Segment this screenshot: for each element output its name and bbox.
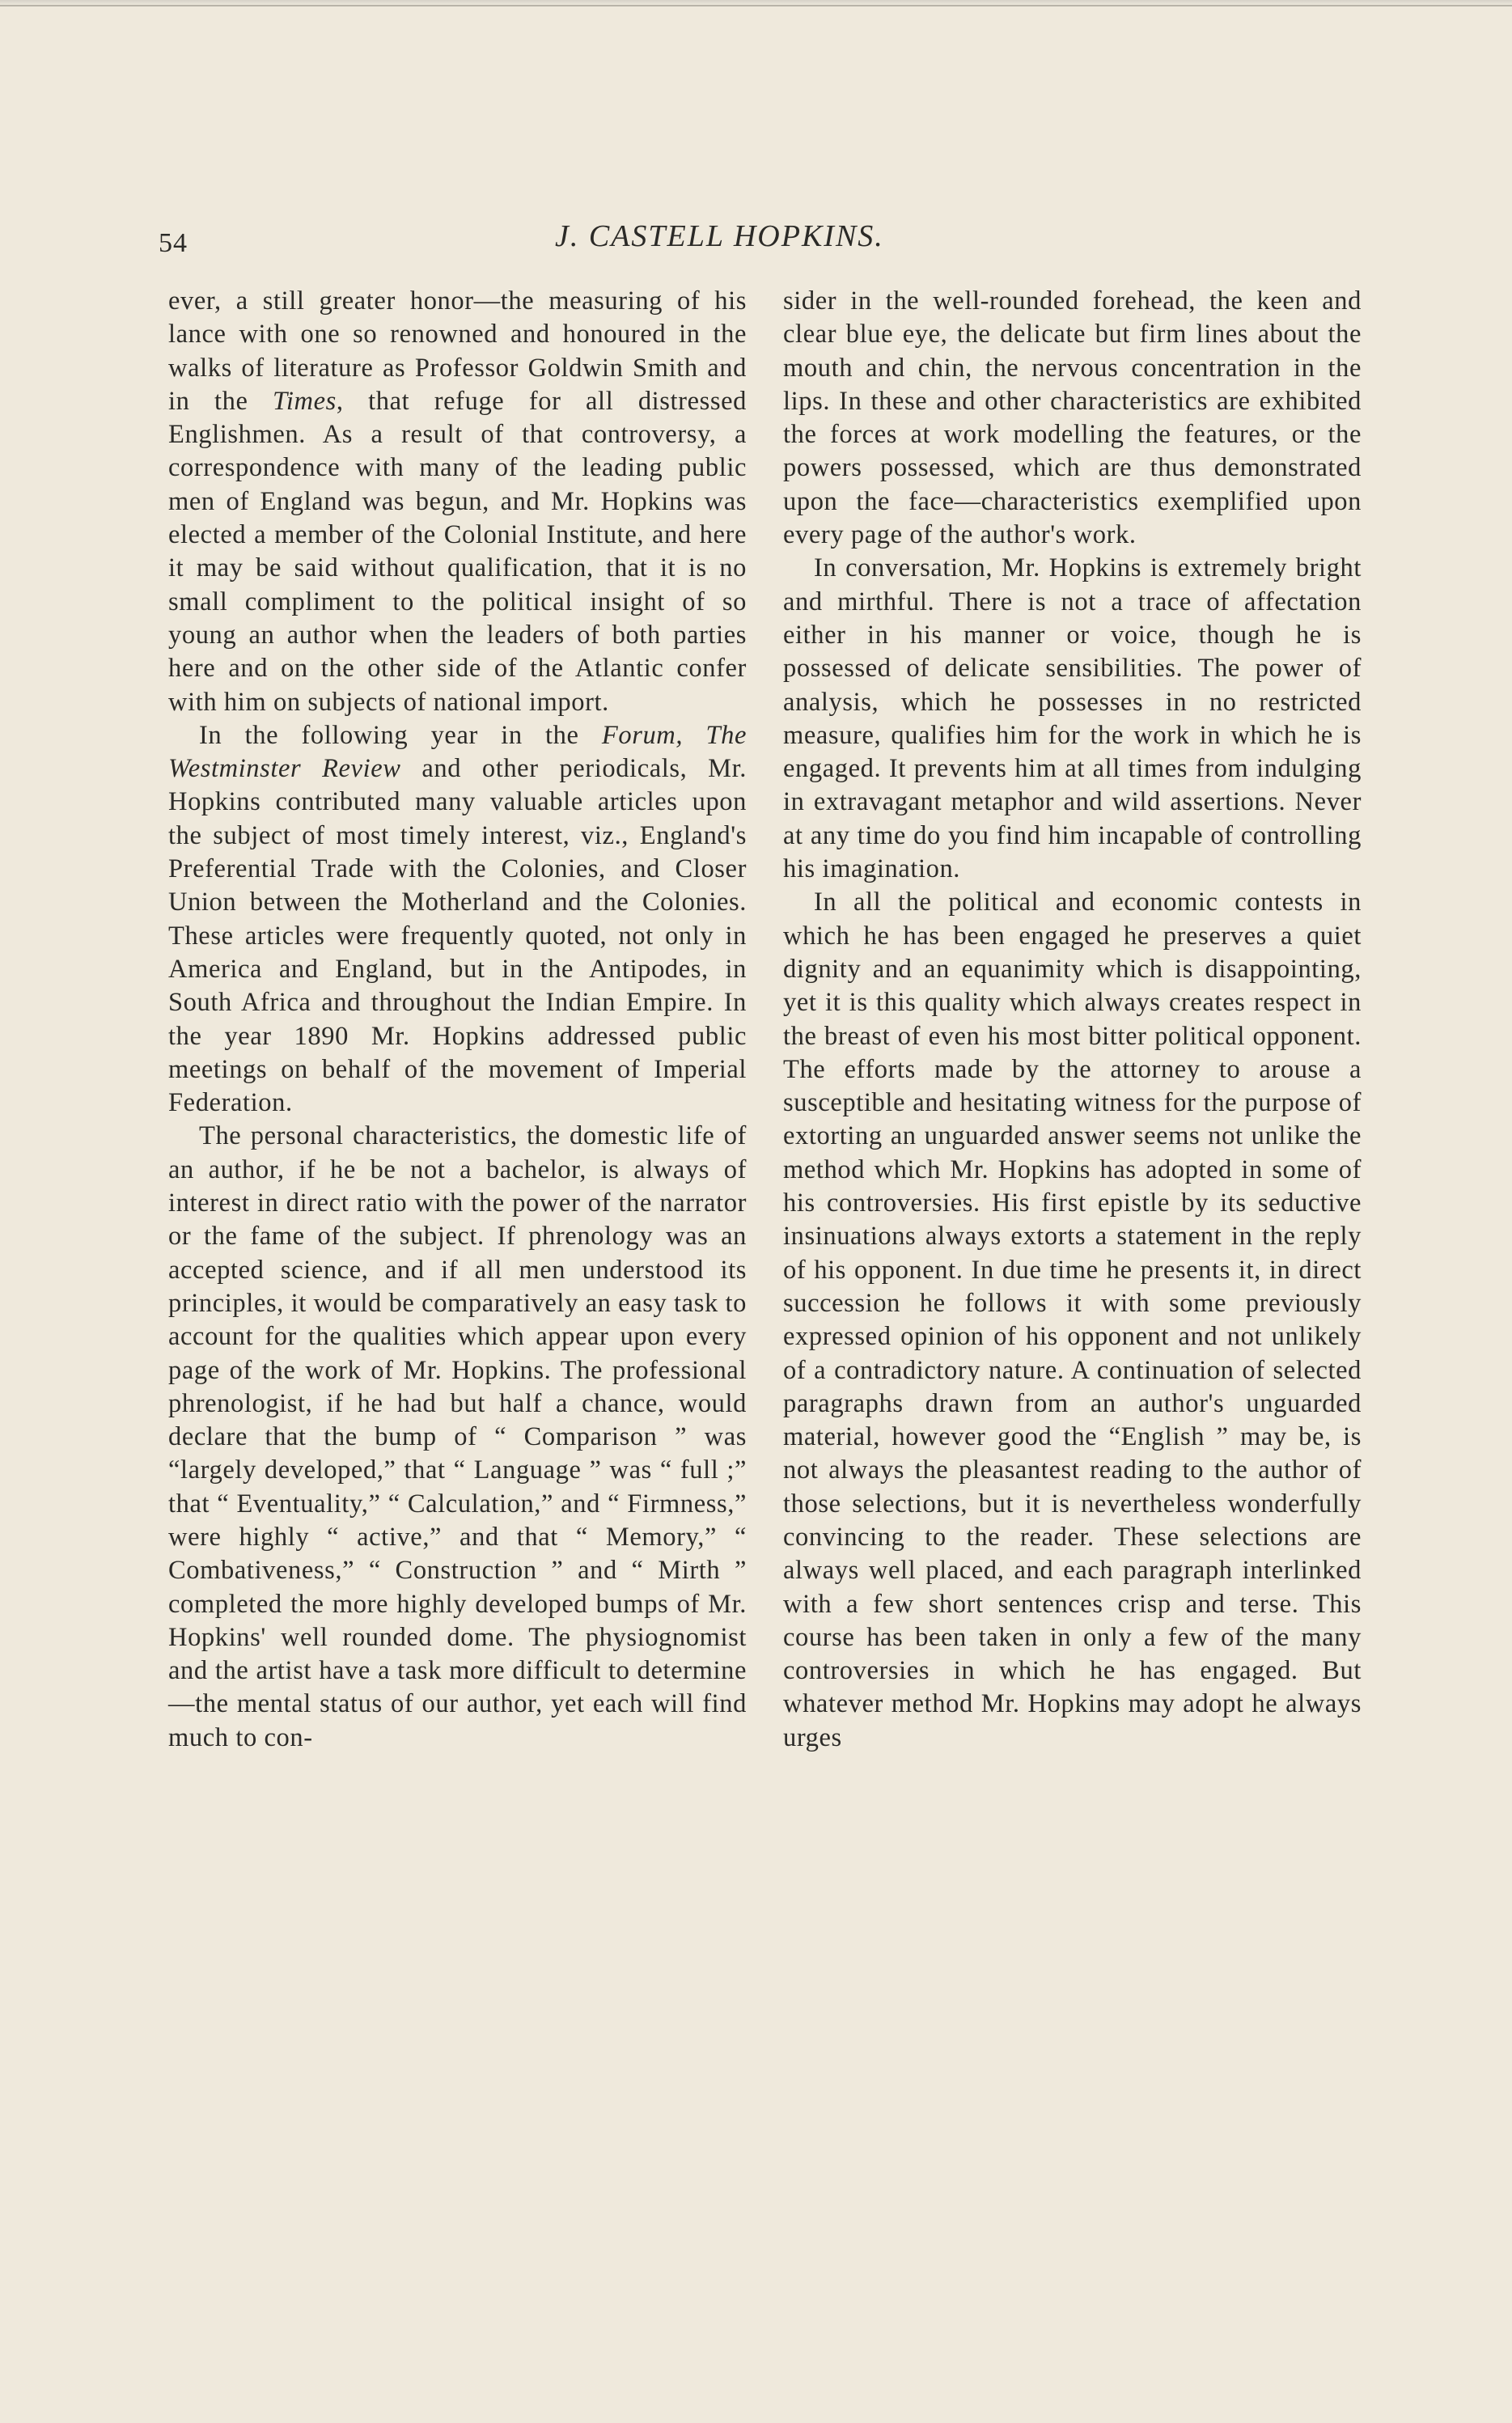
right-paragraph-3: In all the political and economic contests in which he has been engaged he preserves a quiet dignity and an equanimity which is disappointing, yet it is this quality which always creates respect in the breast of even his most bitter political opponent. The efforts made by the attorney to arouse a susceptible and hesitating witness for the purpose of extorting an unguarded answer seems not unlike the method which Mr. Hopkins has adopted in some of his controversies. His first epistle by its seductive insinuations always extorts a statement in the reply of his opponent. In due time he presents it, in direct succession he follows it with some previously expressed opinion of his opponent and not unlikely of a contradictory nature. A continuation of selected paragraphs drawn from an author's unguarded material, however good the “English ” may be, is not always the pleasantest reading to the author of those selections, but it is nevertheless wonderfully convincing to the reader. These selections are always well placed, and each paragraph interlinked with a few short sentences crisp and terse. This course has been taken in only a few of the many controversies in which he has engaged. But whatever method Mr. Hopkins may adopt he always urges	[783, 887, 1362, 1752]
text-span: and other periodicals, Mr. Hopkins contributed many valuable articles upon the subject of most timely interest, viz., England's Preferential Trade with the Colonies, and Closer Union between the Motherland and the Colonies. These articles were frequently quoted, not only in America and England, but in the Antipodes, in South Africa and throughout the Indian Empire. In the year 1890 Mr. Hopkins addressed public meetings on behalf of the movement of Imperial Federation.	[168, 754, 747, 1118]
left-column	[168, 285, 747, 1755]
running-title: J. CASTELL HOPKINS.	[555, 219, 884, 253]
page-top-edge	[0, 0, 1512, 6]
italic-title: Times	[273, 386, 337, 416]
text-span: In the following year in the	[199, 720, 602, 750]
text-span: , that refuge for all distressed Englishmen. As a result of that controversy, a correspondence with many of the leading public men of England was begun, and Mr. Hopkins was elected a member of the Colonial Institute, and here it may be said without qualification, that it is no small compliment to the political insight of so young an author when the leaders of both parties here and on the other side of the Atlantic confer with him on subjects of national import.	[168, 386, 747, 717]
right-paragraph-1: sider in the well-rounded forehead, the keen and clear blue eye, the delicate but firm lines about the mouth and chin, the nervous concentration in the lips. In these and other characteristics are exhibited the forces at work modelling the features, or the powers possessed, which are thus demonstrated upon the face—characteristics exemplified upon every page of the author's work.	[783, 286, 1362, 550]
text-span: ever, a still greater honor—the measuring of his lance with one so renowned and honoured in the walks of literature as Professor Goldwin Smith and in the	[168, 286, 747, 416]
left-paragraph-1	[168, 285, 747, 719]
right-paragraph-2: In conversation, Mr. Hopkins is extremely bright and mirthful. There is not a trace of affectation either in his manner or voice, though he is possessed of delicate sensibilities. The power of analysis, which he possesses in no restricted measure, qualifies him for the work in which he is engaged. It prevents him at all times from indulging in extravagant metaphor and wild assertions. Never at any time do you find him incapable of controlling his imagination.	[783, 553, 1362, 884]
page-number: 54	[159, 228, 188, 258]
italic-title: Forum, The Westminster Review	[168, 720, 747, 784]
left-paragraph-2	[168, 719, 747, 1120]
left-paragraph-3: The personal characteristics, the domestic life of an author, if he be not a bachelor, is always of interest in direct ratio with the power of the narrator or the fame of the subject. If phrenology was an accepted science, and if all men understood its principles, it would be comparatively an easy task to account for the qualities which appear upon every page of the work of Mr. Hopkins. The professional phrenologist, if he had but half a chance, would declare that the bump of “ Comparison ” was “largely developed,” that “ Language ” was “ full ;” that “ Eventuality,” “ Calculation,” and “ Firmness,” were highly “ active,” and that “ Memory,” “ Combativeness,” “ Construction ” and “ Mirth ” completed the more highly developed bumps of Mr. Hopkins' well rounded dome. The physiognomist and the artist have a task more difficult to determine—the mental status of our author, yet each will find much to con-	[168, 1121, 748, 1752]
right-column	[783, 285, 1362, 1755]
page-header	[159, 218, 1356, 267]
